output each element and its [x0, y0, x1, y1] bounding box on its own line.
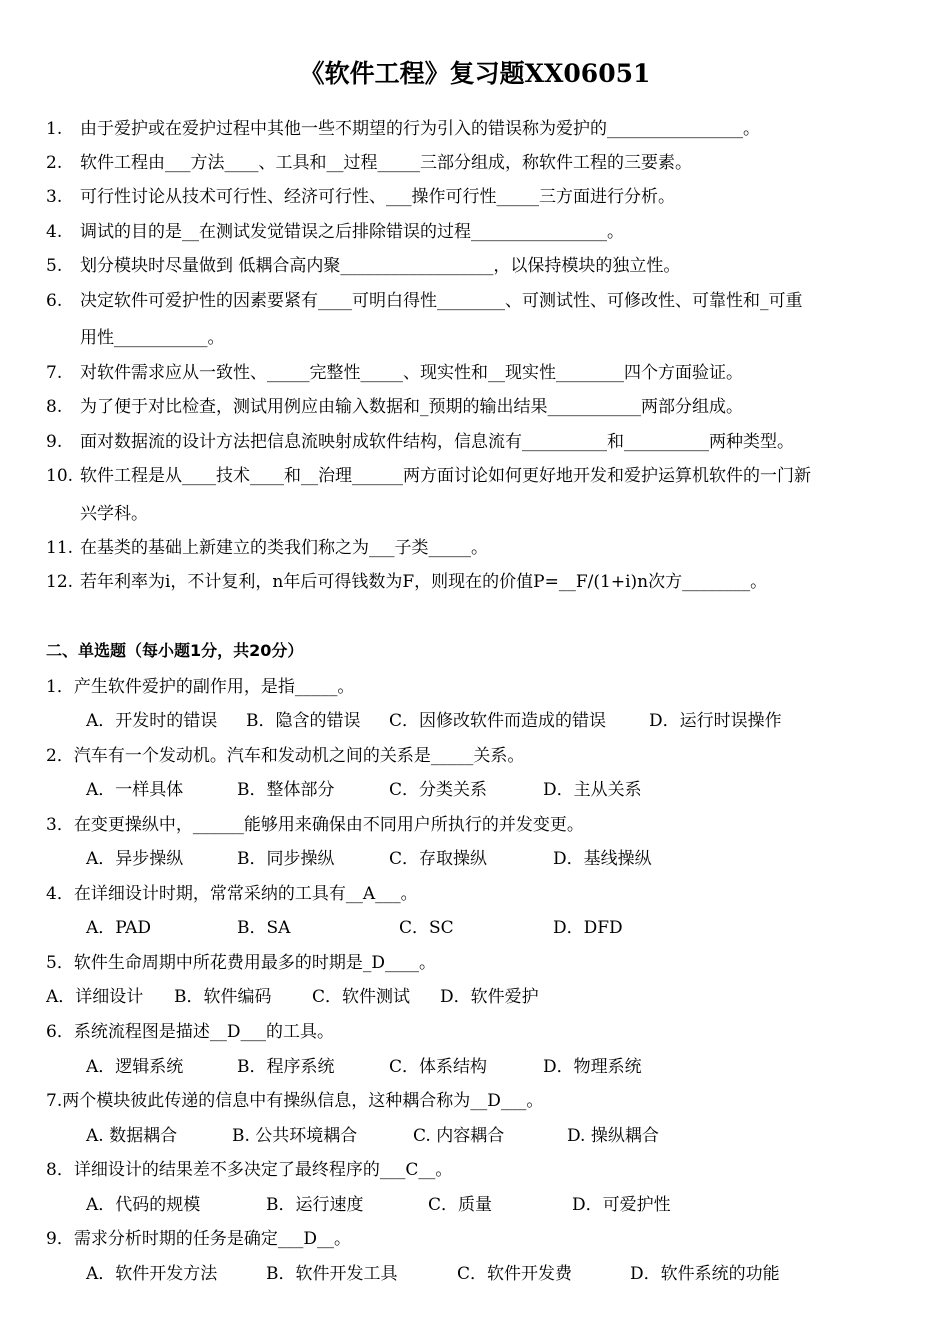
question-number: 9. — [46, 432, 63, 452]
document-title: 《软件工程》复习题XX06051 — [299, 59, 651, 88]
option-d: D．物理系统 — [543, 1057, 642, 1077]
option-c: C．软件开发费 — [457, 1264, 573, 1284]
question-text: 面对数据流的设计方法把信息流映射成软件结构，信息流有__________和__________两种类型。 — [80, 432, 794, 452]
question-text: 用性___________。 — [80, 328, 225, 348]
choice-question-1: 1．产生软件爱护的副作用，是指_____。 — [46, 677, 355, 697]
choice-question-7: 7.两个模块彼此传递的信息中有操纵信息，这种耦合称为__D___。 — [46, 1091, 544, 1111]
option-c: C．SC — [399, 918, 454, 938]
option-b: B．程序系统 — [237, 1057, 335, 1077]
question-text: 软件工程由___方法____、工具和__过程_____三部分组成，称软件工程的三要素。 — [80, 153, 692, 173]
question-text: 若年利率为i，不计复利，n年后可得钱数为F，则现在的价值P=__F/(1+i)n次方________。 — [80, 572, 768, 592]
option-d: D．主从关系 — [543, 780, 642, 800]
question-number: 8. — [46, 397, 63, 417]
option-b: B．隐含的错误 — [246, 711, 361, 731]
question-number: 4. — [46, 222, 63, 242]
question-number: 2. — [46, 153, 63, 173]
option-b: B．SA — [237, 918, 291, 938]
option-a: A．详细设计 — [46, 987, 144, 1007]
option-d: D．可爱护性 — [572, 1195, 671, 1215]
option-b: B. 公共环境耦合 — [232, 1126, 358, 1146]
question-number: 6. — [46, 291, 63, 311]
question-text: 在基类的基础上新建立的类我们称之为___子类_____。 — [80, 538, 488, 558]
question-text: 决定软件可爱护性的因素要紧有____可明白得性________、可测试性、可修改性、可靠性和_可重 — [80, 291, 803, 311]
question-text: 调试的目的是__在测试发觉错误之后排除错误的过程________________。 — [80, 222, 624, 242]
option-d: D．软件爱护 — [440, 987, 539, 1007]
option-d: D．基线操纵 — [553, 849, 652, 869]
option-d: D．软件系统的功能 — [630, 1264, 780, 1284]
option-a: A．代码的规模 — [86, 1195, 201, 1215]
choice-question-8: 8．详细设计的结果差不多决定了最终程序的___C__。 — [46, 1160, 453, 1180]
question-text: 兴学科。 — [80, 504, 148, 524]
option-c: C．质量 — [428, 1195, 493, 1215]
choice-question-2: 2．汽车有一个发动机。汽车和发动机之间的关系是_____关系。 — [46, 746, 525, 766]
choice-question-9: 9．需求分析时期的任务是确定___D__。 — [46, 1229, 351, 1249]
option-d: D. 操纵耦合 — [567, 1126, 659, 1146]
option-b: B．软件编码 — [174, 987, 272, 1007]
question-number: 7. — [46, 363, 63, 383]
question-number: 10. — [46, 466, 74, 486]
option-c: C．体系结构 — [389, 1057, 488, 1077]
option-b: B．运行速度 — [266, 1195, 364, 1215]
question-number: 5. — [46, 256, 63, 276]
option-d: D．运行时误操作 — [649, 711, 782, 731]
option-c: C．分类关系 — [389, 780, 488, 800]
option-a: A．软件开发方法 — [86, 1264, 218, 1284]
option-a: A．逻辑系统 — [86, 1057, 184, 1077]
option-b: B．整体部分 — [237, 780, 335, 800]
option-b: B．软件开发工具 — [266, 1264, 398, 1284]
question-text: 可行性讨论从技术可行性、经济可行性、___操作可行性_____三方面进行分析。 — [80, 187, 675, 207]
option-d: D．DFD — [553, 918, 623, 938]
question-text: 划分模块时尽量做到 低耦合高内聚__________________，以保持模块的独立性。 — [80, 256, 681, 276]
option-a: A．开发时的错误 — [86, 711, 218, 731]
question-number: 1. — [46, 119, 63, 139]
option-a: A. 数据耦合 — [86, 1126, 178, 1146]
option-c: C. 内容耦合 — [413, 1126, 505, 1146]
option-b: B．同步操纵 — [237, 849, 335, 869]
option-a: A．一样具体 — [86, 780, 184, 800]
question-text: 软件工程是从____技术____和__治理______两方面讨论如何更好地开发和爱护运算机软件的一门新 — [80, 466, 811, 486]
option-c: C．软件测试 — [312, 987, 411, 1007]
question-number: 3. — [46, 187, 63, 207]
choice-question-3: 3．在变更操纵中，______能够用来确保由不同用户所执行的并发变更。 — [46, 815, 584, 835]
option-c: C．因修改软件而造成的错误 — [389, 711, 607, 731]
choice-question-5: 5．软件生命周期中所花费用最多的时期是_D____。 — [46, 953, 436, 973]
choice-question-6: 6．系统流程图是描述__D___的工具。 — [46, 1022, 334, 1042]
option-a: A．异步操纵 — [86, 849, 184, 869]
option-c: C．存取操纵 — [389, 849, 488, 869]
question-text: 由于爱护或在爱护过程中其他一些不期望的行为引入的错误称为爱护的________________。 — [80, 119, 760, 139]
question-text: 对软件需求应从一致性、_____完整性_____、现实性和__现实性________四个方面验证。 — [80, 363, 743, 383]
option-a: A．PAD — [86, 918, 152, 938]
question-number: 11. — [46, 538, 74, 558]
section-heading: 二、单选题（每小题1分，共20分） — [46, 641, 304, 660]
question-number: 12. — [46, 572, 74, 592]
question-text: 为了便于对比检查，测试用例应由输入数据和_预期的输出结果___________两部分组成。 — [80, 397, 743, 417]
choice-question-4: 4．在详细设计时期，常常采纳的工具有__A___。 — [46, 884, 418, 904]
